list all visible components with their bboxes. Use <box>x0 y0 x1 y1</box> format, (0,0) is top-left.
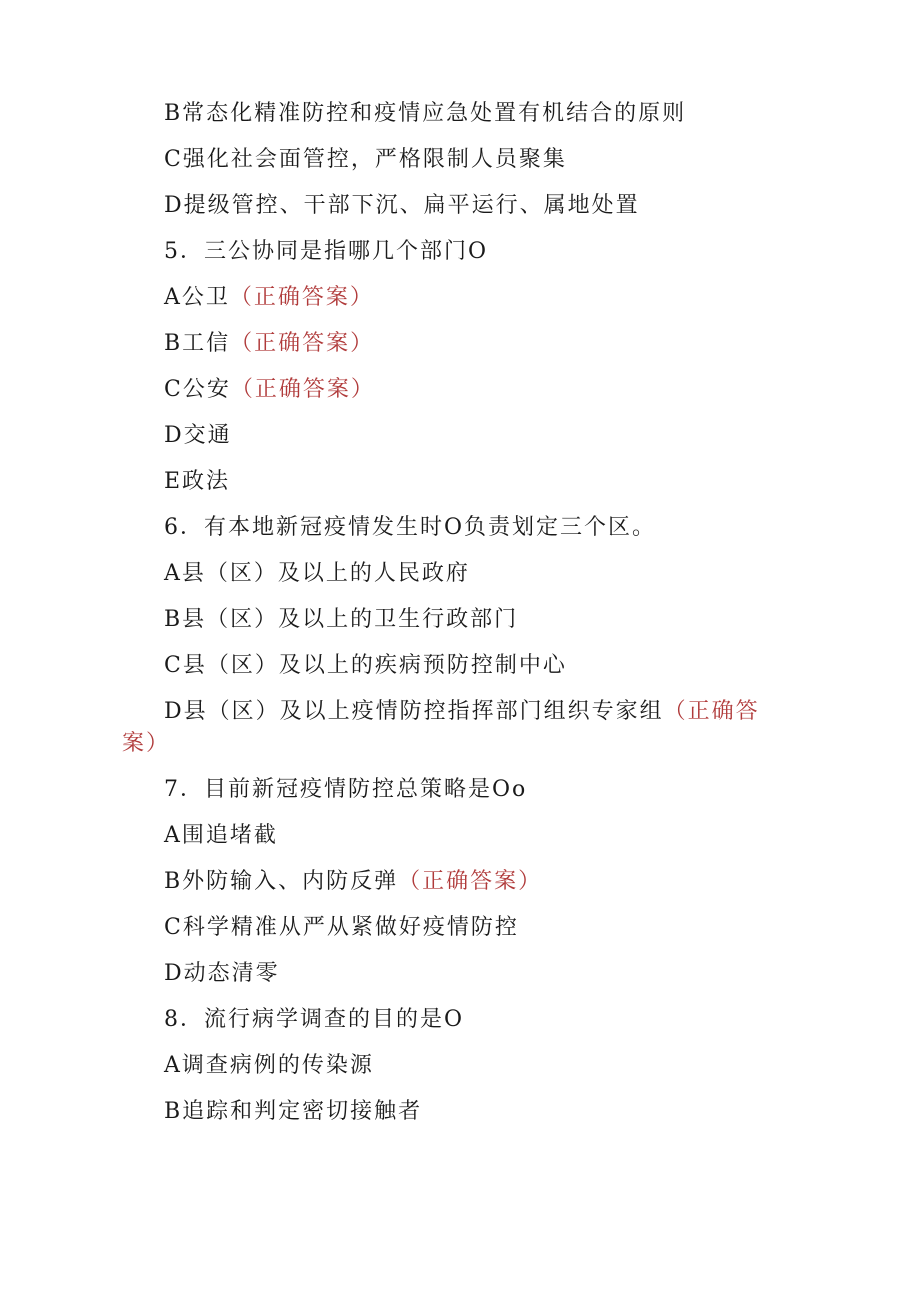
q5-option-d: D交通 <box>164 423 232 448</box>
q7-option-c: C科学精准从严从紧做好疫情防控 <box>164 915 519 940</box>
q5-option-c: C公安（正确答案） <box>164 377 375 402</box>
q6-option-a: A县（区）及以上的人民政府 <box>164 561 470 586</box>
q7-option-a: A围追堵截 <box>164 823 278 848</box>
option-d-line: D提级管控、干部下沉、扁平运行、属地处置 <box>164 193 640 218</box>
question-5: 5．三公协同是指哪几个部门O <box>164 239 489 264</box>
correct-answer-mark: （正确答 <box>663 699 760 724</box>
q5-option-e: E政法 <box>164 469 231 494</box>
correct-answer-mark: （正确答案） <box>230 377 375 402</box>
q5-option-b: B工信（正确答案） <box>164 331 375 356</box>
q8-option-a: A调查病例的传染源 <box>164 1053 374 1078</box>
option-c-line: C强化社会面管控，严格限制人员聚集 <box>164 147 567 172</box>
question-7: 7．目前新冠疫情防控总策略是Oo <box>164 777 528 802</box>
option-b-line: B常态化精准防控和疫情应急处置有机结合的原则 <box>164 101 687 126</box>
question-6: 6．有本地新冠疫情发生时O负责划定三个区。 <box>164 515 657 540</box>
q6-option-b: B县（区）及以上的卫生行政部门 <box>164 607 519 632</box>
q7-option-b: B外防输入、内防反弹（正确答案） <box>164 869 543 894</box>
q5-option-a: A公卫（正确答案） <box>164 285 374 310</box>
q7-option-d: D动态清零 <box>164 961 280 986</box>
correct-answer-mark: （正确答案） <box>398 869 543 894</box>
q6-option-d-continuation <box>122 729 170 759</box>
q6-option-d: D县（区）及以上疫情防控指挥部门组织专家组（正确答 <box>164 699 760 724</box>
correct-answer-mark: （正确答案） <box>230 331 375 356</box>
q6-option-c: C县（区）及以上的疾病预防控制中心 <box>164 653 567 678</box>
question-8: 8．流行病学调查的目的是O <box>164 1007 465 1032</box>
correct-answer-mark: （正确答案） <box>229 285 374 310</box>
q8-option-b: B追踪和判定密切接触者 <box>164 1099 423 1124</box>
correct-answer-mark: 案） <box>122 731 171 756</box>
